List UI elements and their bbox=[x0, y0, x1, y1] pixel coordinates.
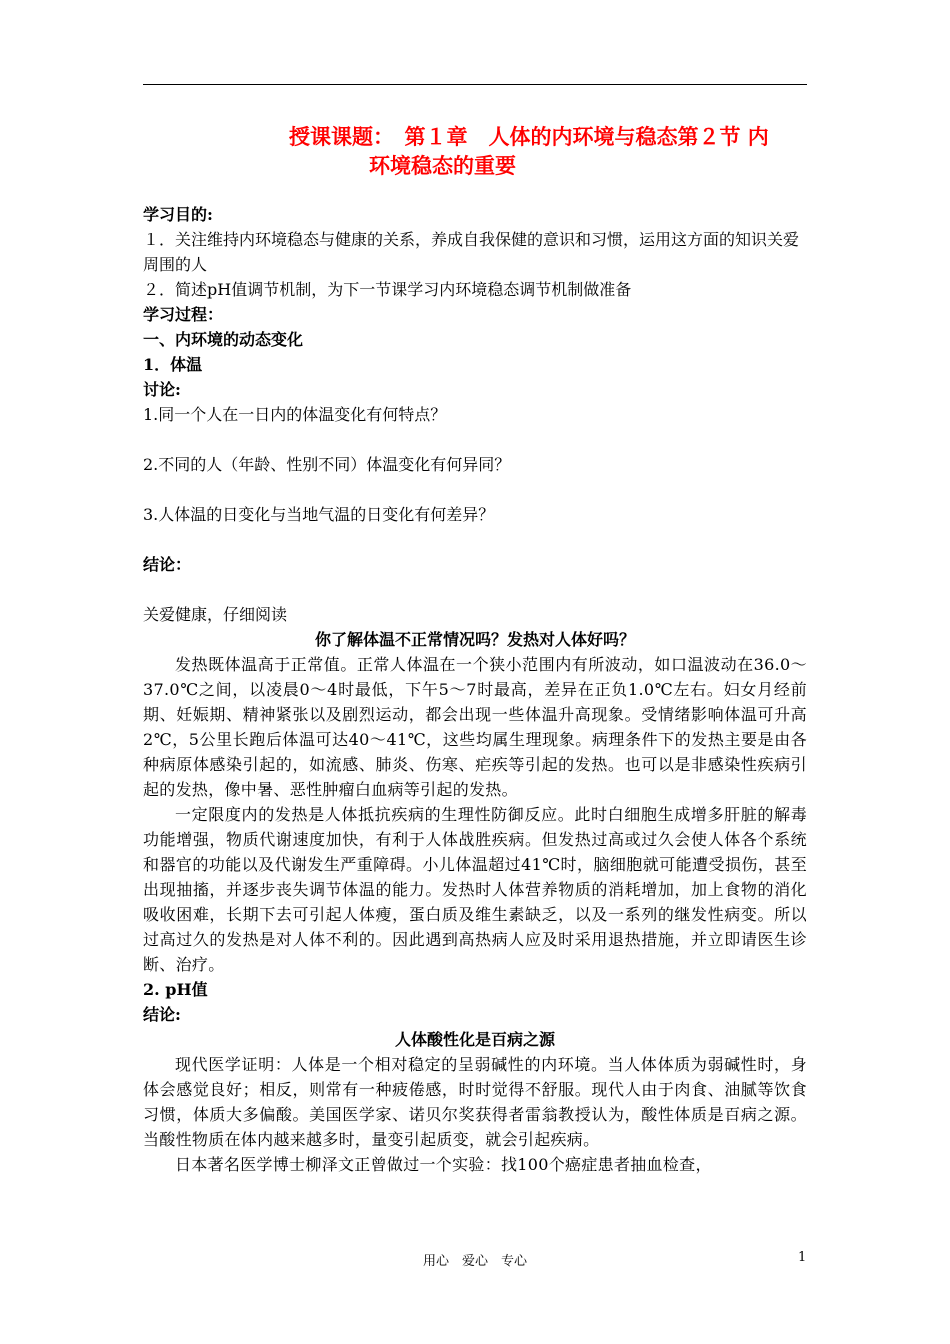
objective-item-1: １．关注维持内环境稳态与健康的关系，养成自我保健的意识和习惯，运用这方面的知识关爱周围的人 bbox=[143, 230, 800, 274]
footer-motto: 用心 爱心 专心 bbox=[422, 1254, 527, 1269]
document-body bbox=[143, 202, 807, 1177]
process-heading: 学习过程： bbox=[143, 305, 224, 324]
reading-title-fever: 你了解体温不正常情况吗？发热对人体好吗？ bbox=[314, 630, 635, 649]
fever-paragraph-2: 一定限度内的发热是人体抵抗疾病的生理性防御反应。此时白细胞生成增多肝脏的解毒功能增强，物质代谢速度加快，有利于人体战胜疾病。但发热过高或过久会使人体各个系统和器官的功能以及代谢发生严重障碍。小儿体温超过41℃时，脑细胞就可能遭受损伤，甚至出现抽搐，并逐步丧失调节体温的能力。发热时人体营养物质的消耗增加，加上食物的消化吸收困难，长期下去可引起人体瘦，蛋白质及维生素缺乏，以及一系列的继发性病变。所以过高过久的发热是对人体不利的。因此遇到高热病人应及时采用退热措施，并立即请医生诊断、治疗。 bbox=[143, 805, 807, 974]
conclusion-label-1: 结论： bbox=[143, 555, 192, 574]
lesson-title bbox=[143, 122, 807, 180]
section-heading-1: 一、内环境的动态变化 bbox=[143, 330, 304, 349]
answer-space-4 bbox=[143, 577, 807, 602]
lesson-title-line-2: 环境稳态的重要 bbox=[369, 153, 516, 178]
acidity-paragraph-1: 现代医学证明：人体是一个相对稳定的呈弱碱性的内环境。当人体体质为弱碱性时，身体会感觉良好；相反，则常有一种疲倦感，时时觉得不舒服。现代人由于肉食、油腻等饮食习惯，体质大多偏酸。美国医学家、诺贝尔奖获得者雷翁教授认为，酸性体质是百病之源。当酸性物质在体内越来越多时，量变引起质变，就会引起疾病。 bbox=[143, 1055, 807, 1149]
page-number: 1 bbox=[798, 1250, 807, 1265]
acidity-paragraph-2: 日本著名医学博士柳泽文正曾做过一个实验：找100个癌症患者抽血检查， bbox=[175, 1155, 712, 1174]
answer-space-1 bbox=[143, 427, 807, 452]
subsection-body-temperature: 1．体温 bbox=[143, 355, 203, 374]
conclusion-label-2: 结论: bbox=[143, 1005, 181, 1024]
answer-space-3 bbox=[143, 527, 807, 552]
reading-intro: 关爱健康，仔细阅读 bbox=[143, 605, 288, 624]
header-rule bbox=[143, 84, 807, 85]
answer-space-2 bbox=[143, 477, 807, 502]
reading-title-acidity: 人体酸性化是百病之源 bbox=[394, 1030, 555, 1049]
fever-paragraph-1: 发热既体温高于正常值。正常人体温在一个狭小范围内有所波动，如口温波动在36.0～37.0℃之间，以凌晨0～4时最低，下午5～7时最高，差异在正负1.0℃左右。妇女月经前期、妊娠期、精神紧张以及剧烈运动，都会出现一些体温升高现象。受情绪影响体温可升高2℃，5公里长跑后体温可达40～41℃，这些均属生理现象。病理条件下的发热主要是由各种病原体感染引起的，如流感、肺炎、伤寒、疟疾等引起的发热。也可以是非感染性疾病引起的发热，像中暑、恶性肿瘤白血病等引起的发热。 bbox=[143, 655, 807, 799]
lesson-title-line-1: 授课课题： 第１章 人体的内环境与稳态第２节 内 bbox=[289, 124, 769, 149]
discussion-label: 讨论: bbox=[143, 380, 181, 399]
question-3: 3.人体温的日变化与当地气温的日变化有何差异？ bbox=[143, 505, 495, 524]
question-2: 2.不同的人（年龄、性别不同）体温变化有何异同？ bbox=[143, 455, 511, 474]
objectives-heading: 学习目的: bbox=[143, 205, 213, 224]
subsection-ph: 2. pH值 bbox=[143, 980, 208, 999]
question-1: 1.同一个人在一日内的体温变化有何特点？ bbox=[143, 405, 447, 424]
objective-item-2: ２．简述pH值调节机制，为下一节课学习内环境稳态调节机制做准备 bbox=[143, 280, 632, 299]
